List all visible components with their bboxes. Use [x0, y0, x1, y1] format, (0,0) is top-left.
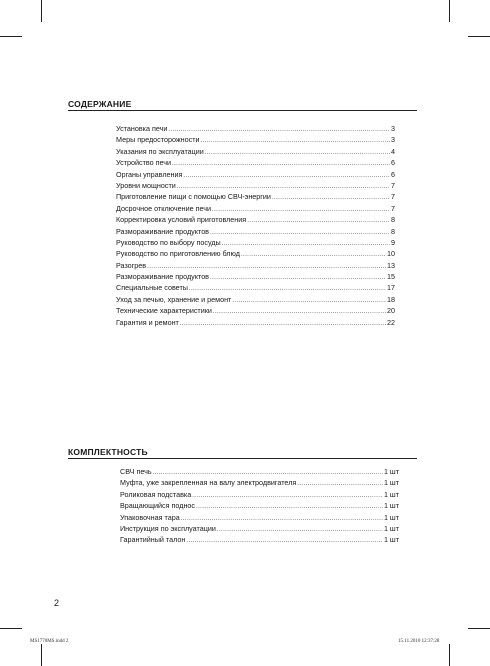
toc-entry[interactable]: Разогрев ..... 13 [116, 260, 395, 271]
toc-entry[interactable]: Установка печи ..... 3 [116, 123, 395, 134]
package-item: Роликовая подставка ..... 1 шт [120, 489, 399, 500]
toc-entry[interactable]: Приготовление пищи с помощью СВЧ-энергии ..... 7 [116, 191, 395, 202]
crop-mark [41, 0, 42, 22]
toc-entry[interactable]: Размораживание продуктов ..... 15 [116, 271, 395, 282]
toc-entry[interactable]: Устройство печи ..... 6 [116, 157, 395, 168]
crop-mark [0, 628, 22, 629]
contents-list [116, 123, 395, 328]
toc-entry[interactable]: Органы управления ..... 6 [116, 169, 395, 180]
toc-entry[interactable]: Размораживание продуктов ..... 8 [116, 226, 395, 237]
toc-entry[interactable]: Уровни мощности ..... 7 [116, 180, 395, 191]
package-list [120, 466, 399, 546]
toc-entry[interactable]: Указания по эксплуатации ..... 4 [116, 146, 395, 157]
toc-entry[interactable]: Руководство по приготовлению блюд ..... 10 [116, 248, 395, 259]
crop-mark [0, 36, 22, 37]
package-item: Инструкция по эксплуатации ..... 1 шт [120, 523, 399, 534]
contents-title: СОДЕРЖАНИЕ [68, 99, 132, 109]
package-rule [68, 458, 417, 459]
package-item: Упаковочная тара ..... 1 шт [120, 512, 399, 523]
toc-entry[interactable]: Специальные советы ..... 17 [116, 282, 395, 293]
package-item: Муфта, уже закрепленная на валу электродвигателя ..... 1 шт [120, 477, 399, 488]
crop-mark [449, 644, 450, 666]
toc-entry[interactable]: Технические характеристики ..... 20 [116, 305, 395, 316]
toc-entry[interactable]: Гарантия и ремонт ..... 22 [116, 317, 395, 328]
toc-entry[interactable]: Корректировка условий приготовления ..... 8 [116, 214, 395, 225]
package-item: СВЧ печь ..... 1 шт [120, 466, 399, 477]
crop-mark [449, 0, 450, 22]
toc-entry[interactable]: Досрочное отключение печи ..... 7 [116, 203, 395, 214]
toc-entry[interactable]: Руководство по выбору посуды ..... 9 [116, 237, 395, 248]
toc-entry[interactable]: Меры предосторожности ..... 3 [116, 134, 395, 145]
crop-mark [468, 36, 490, 37]
package-item: Гарантийный талон ..... 1 шт [120, 534, 399, 545]
toc-entry[interactable]: Уход за печью, хранение и ремонт ..... 18 [116, 294, 395, 305]
page-number: 2 [54, 598, 60, 608]
package-item: Вращающийся поднос ..... 1 шт [120, 500, 399, 511]
contents-rule [68, 110, 417, 111]
package-title: КОМПЛЕКТНОСТЬ [68, 447, 148, 457]
crop-mark [468, 628, 490, 629]
footer-file-name: MS1770MS.indd 2 [30, 639, 69, 644]
crop-mark [41, 644, 42, 666]
footer-timestamp: 15.11.2010 12:37:28 [398, 639, 440, 644]
